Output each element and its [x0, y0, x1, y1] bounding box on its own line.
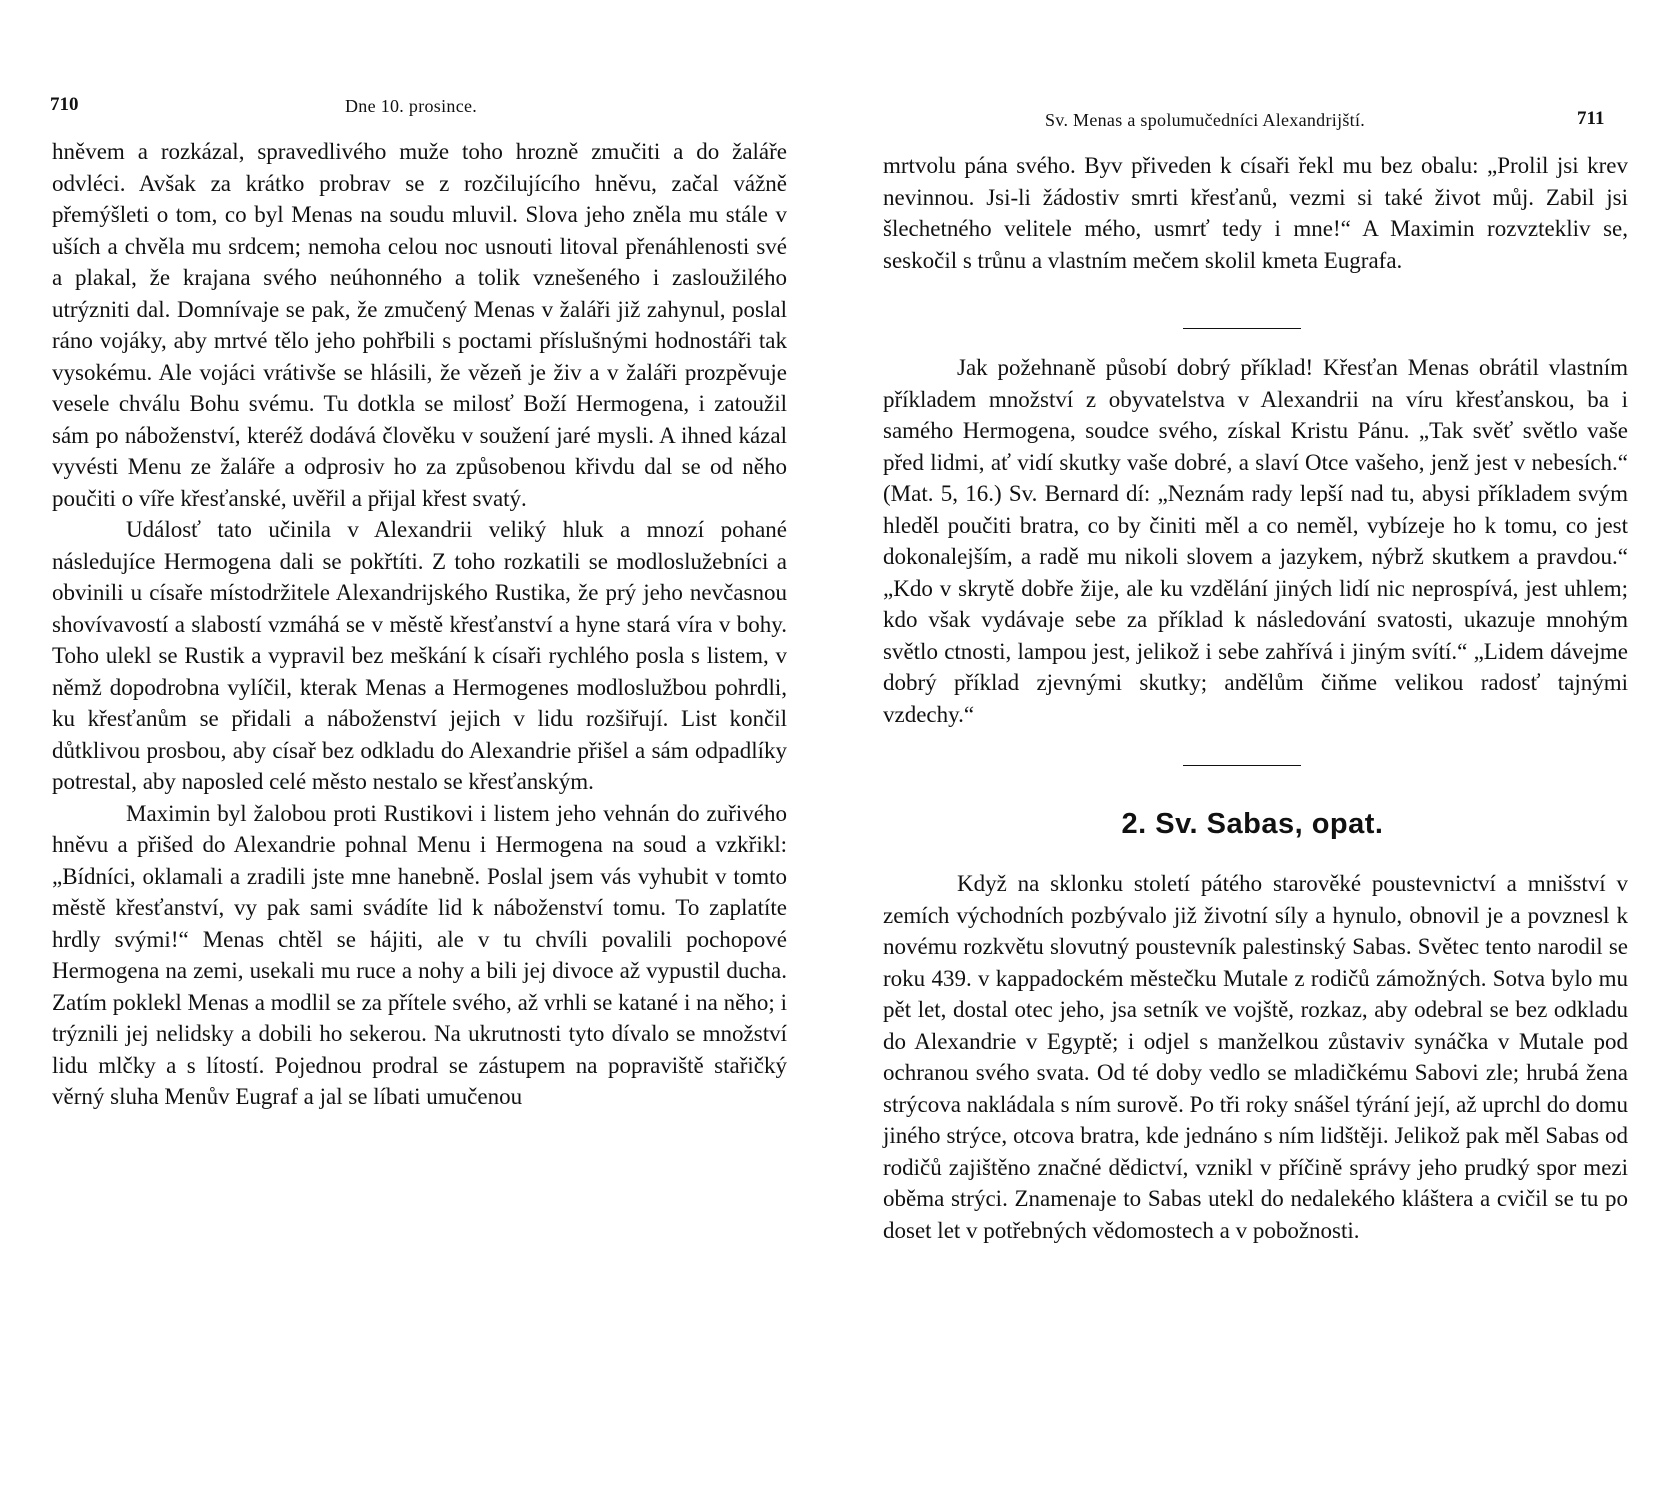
right-continued-text — [883, 150, 1628, 276]
left-body-text — [52, 136, 787, 1113]
left-paragraph-2: Událosť tato učinila v Alexandrii veliký hluk a mnozí pohané následujíce Hermogena dali se pokřtíti. Z toho rozkatili se modloslužebníci a obvinili u císaře místodržitele Alexandrijského Rustika, že prý jeho nevčasnou shovívavostí a slabostí vzmáhá se v městě křesťanství a hyne stará víra v bohy. Toho ulekl se Rustik a vypravil bez meškání k císaři rychlého posla s listem, v němž dopodrobna vylíčil, kterak Menas a Hermogenes modloslužbou pohrdli, ku křesťanům se přidali a náboženství jejich v lidu rozšiřují. List končil důtklivou prosbou, aby císař bez odkladu do Alexandrie přišel a sám odpadlíky potrestal, aby naposled celé město nestalo se křesťanským. — [52, 517, 787, 794]
left-paragraph-1: hněvem a rozkázal, spravedlivého muže toho hrozně zmučiti a do žaláře odvléci. Avšak za krátko probrav se z rozčilujícího hněvu, začal vážně přemýšleti o tom, co byl Menas na soudu mluvil. Slova jeho zněla mu stále v uších a chvěla mu srdcem; nemoha celou noc usnouti litoval přenáhlenosti své a plakal, že krajana svého neúhonného a tolik vznešeného i zasloužilého utrýzniti dal. Domnívaje se pak, že zmučený Menas v žaláři již zahynul, poslal ráno vojáky, aby mrtvé tělo jeho pohřbili s poctami příslušnými hodnostáři tak vysokému. Ale vojáci vrátivše se hlásili, že vězeň je živ a v žaláři prozpěvuje vesele chválu Bohu svému. Tu dotkla se milosť Boží Hermogena, i zatoužil sám po náboženství, kteréž dodává člověku v soužení jaré mysli. A ihned kázal vyvésti Menu ze žaláře a odprosiv ho za způsobenou křivdu dal se od něho poučiti o víře křesťanské, uvěřil a přijal křest svatý. — [52, 139, 787, 511]
right-page-number: 711 — [1577, 108, 1605, 129]
left-page-number: 710 — [50, 94, 79, 115]
right-reflection-text — [883, 352, 1628, 730]
section-heading: 2. Sv. Sabas, opat. — [1121, 808, 1384, 840]
right-paragraph-sabas: Když na sklonku století pátého starověké poustevnictví a mnišství v zemích východních pozbývalo již životní síly a hynulo, obnovil je a povznesl k novému rozkvětu slovutný poustevník palestinský Sabas. Světec tento narodil se roku 439. v kappadockém městečku Mutale z rodičů zámožných. Sotva bylo mu pět let, dostal otec jeho, jsa setník ve vojště, rozkaz, aby odebral se bez odkladu do Alexandrie v Egyptě; i odjel s manželkou zůstaviv synáčka v Mutale pod ochranou svého svata. Od té doby vedlo se mladičkému Sabovi zle; hrubá žena strýcova nakládala s ním surově. Po tři roky snášel týrání její, až uprchl do domu jiného strýce, otcova bratra, kde jednáno s ním lidštěji. Jelikož pak měl Sabas od rodičů zajištěno značné dědictví, vznikl v příčině správy jeho prudký spor mezi oběma strýci. Znamenaje to Sabas utekl do nedalekého kláštera a cvičil se tu po doset let v potřebných vědomostech a v pobožnosti. — [883, 871, 1628, 1243]
right-page — [835, 0, 1670, 1500]
separator-rule-2 — [1183, 765, 1301, 766]
right-paragraph-continued: mrtvolu pána svého. Byv přiveden k císaři řekl mu bez obalu: „Prolil jsi krev nevinnou. Jsi-li žádostiv smrti křesťanů, vezmi si také život můj. Zabil jsi šlechetného velitele mého, usmrť tedy i mne!“ A Maximin rozvztekliv se, seskočil s trůnu a vlastním mečem skolil kmeta Eugrafa. — [883, 153, 1628, 273]
right-running-head: Sv. Menas a spolumučedníci Alexandrijští. — [1045, 110, 1366, 130]
separator-rule-1 — [1183, 328, 1301, 329]
left-paragraph-3: Maximin byl žalobou proti Rustikovi i listem jeho vehnán do zuřivého hněvu a přišed do Alexandrie pohnal Menu i Hermogena na soud a vzkřikl: „Bídníci, oklamali a zradili jste mne hanebně. Poslal jsem vás vyhubit v tomto městě křesťanství, vy pak sami svádíte lid k náboženství tomu. To zaplatíte hrdly svými!“ Menas chtěl se hájiti, ale v tu chvíli povalili pochopové Hermogena na zemi, usekali mu ruce a nohy a bili jej divoce až vypustil ducha. Zatím poklekl Menas a modlil se za přítele svého, až vrhli se katané i na něho; i trýznili jej nelidsky a dobili ho sekerou. Na ukrutnosti tyto dívalo se množství lidu mlčky a s lítostí. Pojednou prodral se zástupem na popraviště stařičký věrný sluha Menův Eugraf a jal se líbati umučenou — [52, 800, 787, 1109]
right-paragraph-reflection: Jak požehnaně působí dobrý příklad! Křesťan Menas obrátil vlastním příkladem množství z obyvatelstva v Alexandrii na víru křesťanskou, ba i samého Hermogena, soudce svého, získal Kristu Pánu. „Tak svěť světlo vaše před lidmi, ať vidí skutky vaše dobré, a slaví Otce vašeho, jenž jest v nebesích.“ (Mat. 5, 16.) Sv. Bernard dí: „Neznám rady lepší nad tu, abysi příkladem svým hleděl poučiti bratra, co by činiti měl a co neměl, vybízeje ho k tomu, co jest dokonalejším, a radě mu nikoli slovem a jazykem, nýbrž skutkem a pravdou.“ „Kdo v skrytě dobře žije, ale ku vzdělání jiných lidí nic neprospívá, jest uhlem; kdo však vydávaje sebe za příklad k následování svatosti, ukazuje mnohým světlo ctnosti, lampou jest, jelikož i sebe zahřívá i jiným svítí.“ „Lidem dávejme dobrý příklad zjevnými skutky; andělům čiňme velikou radosť tajnými vzdechy.“ — [883, 355, 1628, 727]
right-sabas-text — [883, 868, 1628, 1246]
left-running-head: Dne 10. prosince. — [345, 96, 478, 116]
